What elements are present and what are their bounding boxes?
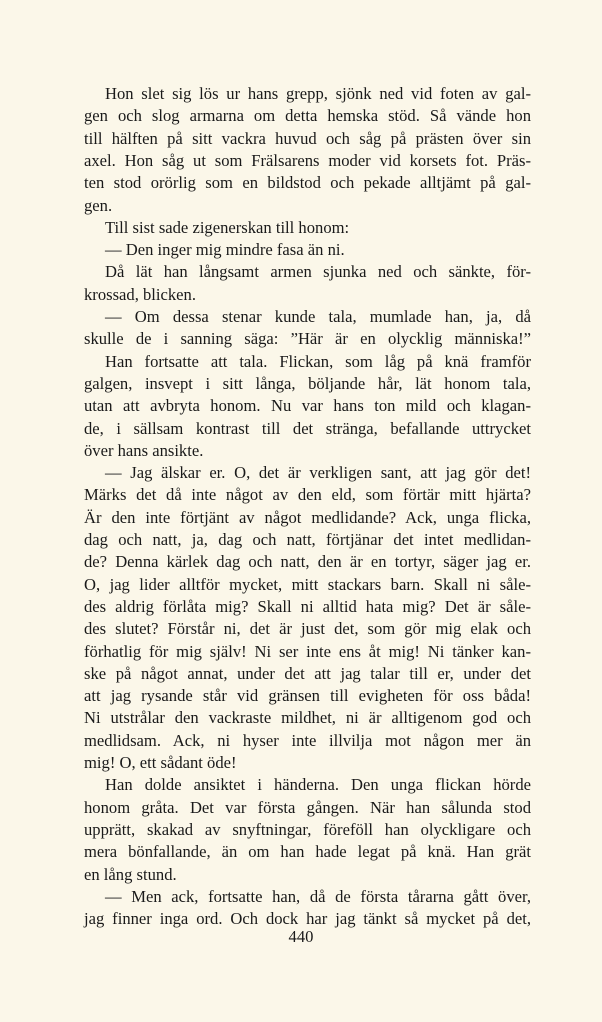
text-line: ten stod orörlig som en bildstod och pekade alltjämt på gal- — [84, 173, 531, 193]
text-line: Är den inte förtjänt av något medlidande? Ack, unga flicka, — [84, 507, 531, 527]
text-line: galgen, insvept i sitt långa, böljande hår, lät honom tala, — [84, 373, 531, 393]
page-number: 440 — [288, 927, 314, 946]
text-line: des aldrig förlåta mig? Skall ni alltid hata mig? Det är såle- — [84, 596, 531, 616]
text-line: förhatlig för mig själv! Ni ser inte ens åt mig! Ni tänker kan- — [84, 641, 531, 661]
text-line: Ni utstrålar den vackraste mildhet, ni är alltigenom god och — [84, 708, 531, 728]
text-line: upprätt, skakad av snyftningar, föreföll han olyckligare och — [84, 819, 531, 839]
text-line: utan att avbryta honom. Nu var hans ton mild och klagan- — [84, 396, 531, 416]
text-line: Han fortsatte att tala. Flickan, som låg på knä framför — [105, 351, 531, 371]
text-line: des slutet? Förstår ni, det är just det, som gör mig elak och — [84, 619, 531, 639]
text-line: mig! O, ett sådant öde! — [84, 753, 237, 772]
text-line: Hon slet sig lös ur hans grepp, sjönk ned vid foten av gal- — [105, 84, 531, 103]
text-line: Till sist sade zigenerskan till honom: — [105, 217, 350, 237]
text-line: honom gråta. Det var första gången. När han sålunda stod — [84, 797, 531, 817]
text-line: Då lät han långsamt armen sjunka ned och sänkte, för- — [105, 262, 531, 282]
text-line: över hans ansikte. — [84, 440, 204, 460]
text-line: gen och slog armarna om detta hemska stöd. Så vände hon — [84, 106, 531, 126]
text-line: Märks det då inte något av den eld, som förtär mitt hjärta? — [84, 485, 531, 505]
text-line: O, jag lider alltför mycket, mitt stackars barn. Skall ni såle- — [84, 574, 531, 594]
text-line: — Om dessa stenar kunde tala, mumlade han, ja, då — [105, 307, 531, 326]
text-line: en lång stund. — [84, 864, 177, 884]
text-line: skulle de i sanning säga: ”Här är en olycklig människa!” — [84, 329, 531, 349]
text-line: — Den inger mig mindre fasa än ni. — [105, 240, 345, 260]
text-line: de, i sällsam kontrast till det stränga, befallande uttrycket — [84, 418, 531, 438]
text-line: mera bönfallande, än om han hade legat på knä. Han grät — [84, 842, 531, 862]
text-line: gen. — [84, 195, 113, 215]
text-line: Han dolde ansiktet i händerna. Den unga flickan hörde — [105, 775, 531, 795]
text-line: att jag rysande står vid gränsen till evigheten för oss båda! — [84, 686, 531, 706]
text-line: till hälften på sitt vackra huvud och såg på prästen över sin — [84, 128, 531, 148]
text-line: de? Denna kärlek dag och natt, den är en tortyr, säger jag er. — [84, 552, 531, 572]
text-line: axel. Hon såg ut som Frälsarens moder vid korsets fot. Präs- — [84, 150, 531, 170]
text-line: dag och natt, ja, dag och natt, förtjänar det intet medlidan- — [84, 530, 531, 549]
text-line: krossad, blicken. — [84, 284, 196, 304]
text-line: — Jag älskar er. O, det är verkligen sant, att jag gör det! — [105, 463, 531, 483]
text-line: ske på något annat, under det att jag talar till er, under det — [84, 663, 531, 683]
text-line: jag finner inga ord. Och dock har jag tänkt så mycket på det, — [84, 909, 531, 929]
text-line: — Men ack, fortsatte han, då de första tårarna gått över, — [105, 886, 531, 906]
text-line: medlidsam. Ack, ni hyser inte illvilja mot någon mer än — [84, 730, 531, 750]
